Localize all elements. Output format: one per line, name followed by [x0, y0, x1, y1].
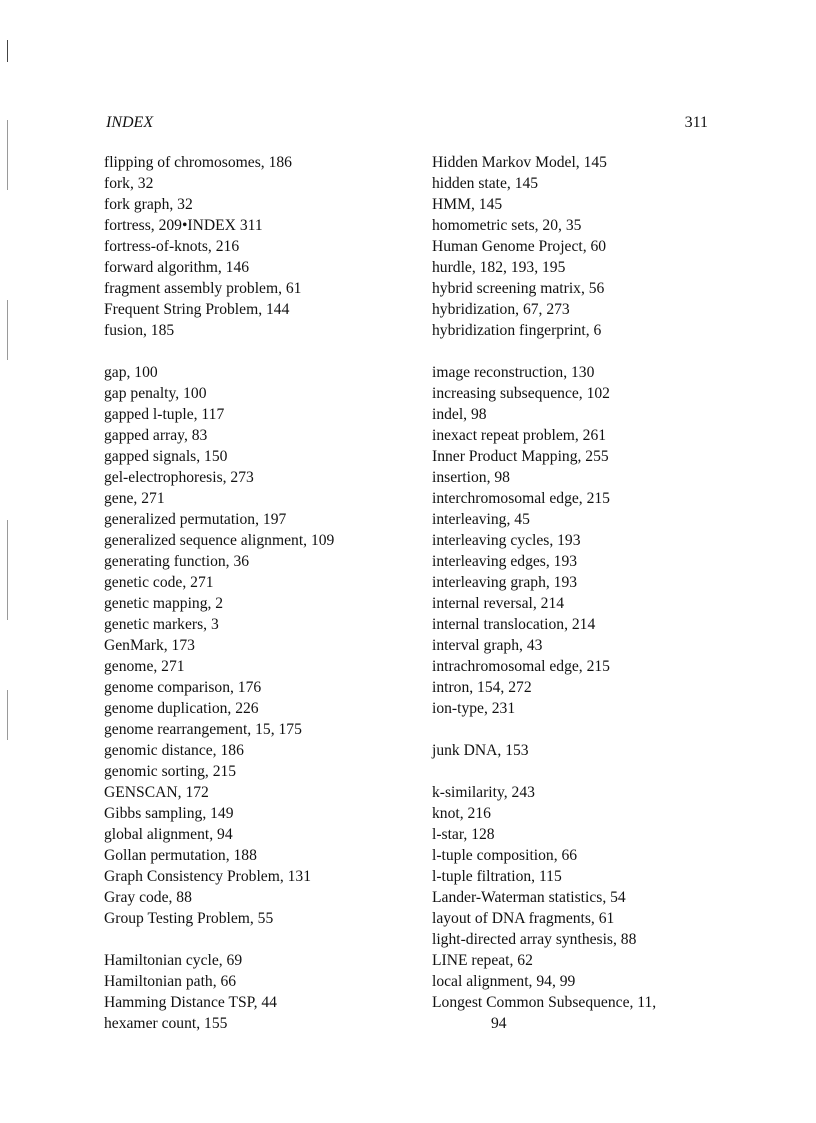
- index-entry: 94: [491, 1015, 507, 1032]
- index-entry: hybrid screening matrix, 56: [432, 280, 605, 297]
- index-entry: l-tuple filtration, 115: [432, 868, 562, 885]
- index-entry: Hamiltonian cycle, 69: [104, 952, 243, 969]
- index-entry: LINE repeat, 62: [432, 952, 533, 969]
- index-entry: Lander-Waterman statistics, 54: [432, 889, 626, 906]
- index-entry: local alignment, 94, 99: [432, 973, 576, 990]
- index-entry: fork, 32: [104, 175, 154, 192]
- index-entry: junk DNA, 153: [432, 742, 529, 759]
- index-entry: image reconstruction, 130: [432, 364, 595, 381]
- index-entry: gapped array, 83: [104, 427, 208, 444]
- index-entry: fortress, 209•INDEX 311: [104, 217, 263, 234]
- index-column-left: [104, 152, 414, 1055]
- index-entry: interval graph, 43: [432, 637, 543, 654]
- index-entry: Group Testing Problem, 55: [104, 910, 274, 927]
- index-entry: hybridization fingerprint, 6: [432, 322, 602, 339]
- index-letter-group: [104, 362, 414, 929]
- index-entry: flipping of chromosomes, 186: [104, 154, 292, 171]
- index-entry: GenMark, 173: [104, 637, 195, 654]
- index-entry: knot, 216: [432, 805, 491, 822]
- index-entry: fusion, 185: [104, 322, 175, 339]
- scan-margin-mark: [7, 120, 8, 190]
- index-entry: hidden state, 145: [432, 175, 539, 192]
- index-entry: Hidden Markov Model, 145: [432, 154, 607, 171]
- index-entry: fragment assembly problem, 61: [104, 280, 302, 297]
- index-entry: hybridization, 67, 273: [432, 301, 570, 318]
- running-head-title: INDEX: [106, 114, 154, 131]
- index-entry: genetic code, 271: [104, 574, 214, 591]
- index-entry: k-similarity, 243: [432, 784, 535, 801]
- index-entry: genomic distance, 186: [104, 742, 244, 759]
- index-entry: HMM, 145: [432, 196, 503, 213]
- index-entry: intron, 154, 272: [432, 679, 532, 696]
- index-entry: internal reversal, 214: [432, 595, 565, 612]
- index-entry: Human Genome Project, 60: [432, 238, 607, 255]
- index-entry: hurdle, 182, 193, 195: [432, 259, 566, 276]
- index-entry: Gibbs sampling, 149: [104, 805, 234, 822]
- index-letter-group: [104, 152, 414, 341]
- index-entry: genome, 271: [104, 658, 185, 675]
- index-entry: inexact repeat problem, 261: [432, 427, 607, 444]
- index-entry: intrachromosomal edge, 215: [432, 658, 610, 675]
- index-entry: Hamming Distance TSP, 44: [104, 994, 277, 1011]
- index-entry: layout of DNA fragments, 61: [432, 910, 615, 927]
- index-entry: hexamer count, 155: [104, 1015, 228, 1032]
- index-entry: fortress-of-knots, 216: [104, 238, 240, 255]
- index-letter-group: [432, 782, 732, 1034]
- index-letter-group: [432, 740, 732, 761]
- index-entry: insertion, 98: [432, 469, 510, 486]
- index-entry: genome duplication, 226: [104, 700, 259, 717]
- index-entry: generalized permutation, 197: [104, 511, 287, 528]
- index-entry: l-tuple composition, 66: [432, 847, 578, 864]
- index-entry: forward algorithm, 146: [104, 259, 250, 276]
- index-entry: genome comparison, 176: [104, 679, 262, 696]
- index-entry: global alignment, 94: [104, 826, 233, 843]
- index-entry: generating function, 36: [104, 553, 250, 570]
- index-entry: genomic sorting, 215: [104, 763, 237, 780]
- index-entry: interleaving graph, 193: [432, 574, 578, 591]
- index-entry: Gray code, 88: [104, 889, 192, 906]
- index-entry: indel, 98: [432, 406, 487, 423]
- index-entry: internal translocation, 214: [432, 616, 596, 633]
- index-entry: gap, 100: [104, 364, 158, 381]
- index-entry: light-directed array synthesis, 88: [432, 931, 637, 948]
- index-entry: interleaving cycles, 193: [432, 532, 581, 549]
- index-entry: generalized sequence alignment, 109: [104, 532, 335, 549]
- index-entry: genetic markers, 3: [104, 616, 219, 633]
- index-letter-group: [104, 950, 414, 1034]
- index-entry: gapped l-tuple, 117: [104, 406, 225, 423]
- index-entry: Frequent String Problem, 144: [104, 301, 290, 318]
- index-entry: ion-type, 231: [432, 700, 516, 717]
- scan-margin-mark: [7, 690, 8, 740]
- scan-margin-mark: [7, 520, 8, 620]
- index-entry: gap penalty, 100: [104, 385, 207, 402]
- index-entry: Hamiltonian path, 66: [104, 973, 237, 990]
- index-entry: Gollan permutation, 188: [104, 847, 257, 864]
- index-entry: gapped signals, 150: [104, 448, 228, 465]
- index-entry: Inner Product Mapping, 255: [432, 448, 609, 465]
- index-entry: l-star, 128: [432, 826, 495, 843]
- index-entry: genome rearrangement, 15, 175: [104, 721, 302, 738]
- index-entry: genetic mapping, 2: [104, 595, 224, 612]
- index-letter-group: [432, 152, 732, 341]
- index-entry: interchromosomal edge, 215: [432, 490, 610, 507]
- index-entry: gel-electrophoresis, 273: [104, 469, 254, 486]
- index-letter-group: [432, 362, 732, 719]
- index-entry: homometric sets, 20, 35: [432, 217, 582, 234]
- index-entry: interleaving edges, 193: [432, 553, 578, 570]
- index-entry: Longest Common Subsequence, 11,: [432, 994, 657, 1011]
- scan-margin-mark: [7, 300, 8, 360]
- index-entry: GENSCAN, 172: [104, 784, 209, 801]
- scan-margin-mark: [7, 40, 8, 62]
- running-header: [106, 114, 708, 136]
- index-entry: gene, 271: [104, 490, 165, 507]
- index-entry: increasing subsequence, 102: [432, 385, 610, 402]
- index-entry: Graph Consistency Problem, 131: [104, 868, 312, 885]
- index-entry: fork graph, 32: [104, 196, 193, 213]
- page-number: 311: [684, 114, 708, 131]
- index-entry: interleaving, 45: [432, 511, 530, 528]
- index-column-right: [432, 152, 732, 1055]
